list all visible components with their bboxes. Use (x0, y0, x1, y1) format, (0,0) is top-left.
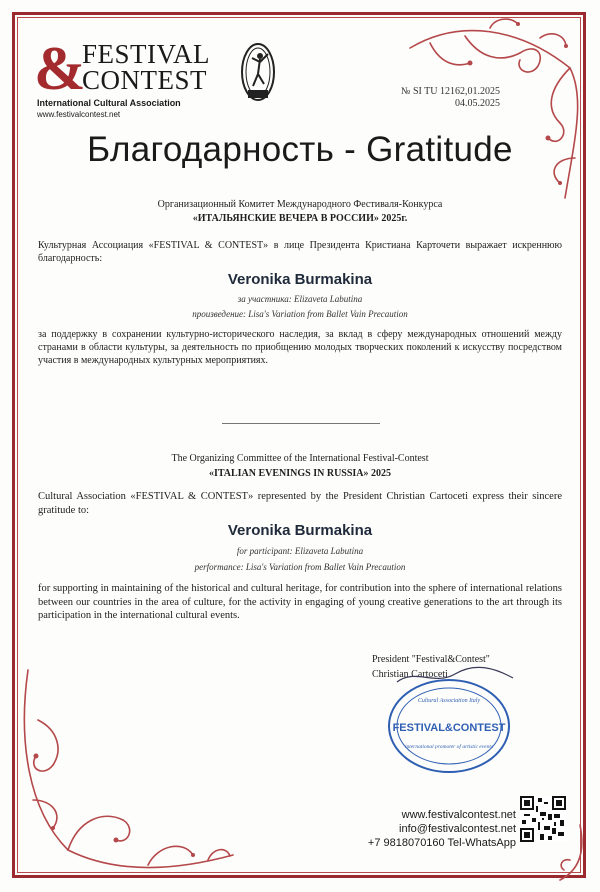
ru-participant: за участника: Elizaveta Labutina (237, 294, 363, 304)
ru-performance: произведение: Lisa's Variation from Ballet Vain Precaution (192, 309, 408, 319)
ru-association-text: Культурная Ассоциация «FESTIVAL & CONTEST» в лице Президента Кристиана Карточети выражает искреннюю благодарность: (38, 240, 562, 264)
en-committee: The Organizing Committee of the International Festival-Contest (171, 453, 429, 464)
stamp-main-text: FESTIVAL&CONTEST (392, 722, 506, 734)
document-date: 04.05.2025 (455, 98, 500, 109)
logo-festival-text: FESTIVAL (82, 39, 211, 69)
en-event-name: «ITALIAN EVENINGS IN RUSSIA» 2025 (208, 468, 392, 479)
stamp-bottom-text: international promoter of artistic events (404, 744, 494, 750)
official-stamp (386, 676, 512, 776)
logo-website: www.festivalcontest.net (37, 110, 121, 119)
qr-code[interactable] (520, 796, 566, 842)
festival-contest-logo (32, 35, 242, 122)
en-participant: for participant: Elizaveta Labutina (236, 546, 364, 556)
certificate-title: Благодарность - Gratitude (87, 130, 513, 169)
contact-website[interactable]: www.festivalcontest.net (401, 809, 516, 821)
document-number: № SI TU 12162,01.2025 (400, 86, 500, 97)
ru-recipient-name: Veronika Burmakina (227, 271, 373, 288)
logo-subtitle: International Cultural Association (37, 98, 181, 108)
en-performance: performance: Lisa's Variation from Ballet Vain Precaution (194, 562, 406, 572)
president-title: President "Festival&Contest" (372, 654, 490, 665)
en-gratitude-body: for supporting in maintaining of the historical and cultural heritage, for contribution into the sphere of international relations between our countries in the area of culture, for the activity in engaging of young creative generations to the art through its participation in the international cultural events. (38, 583, 562, 621)
section-divider (222, 423, 380, 424)
contact-block (368, 808, 516, 850)
ru-gratitude-body: за поддержку в сохранении культурно-исторического наследия, за вклад в сферу международных отношений между странами в области культуры, за деятельность по приобщению молодых творческих поколений к искусству посредством участия в международных культурных мероприятиях. (38, 329, 562, 366)
document-reference (401, 86, 500, 110)
en-recipient-name: Veronika Burmakina (227, 522, 373, 539)
logo-contest-text: CONTEST (82, 65, 207, 95)
en-association-text: Cultural Association «FESTIVAL & CONTEST» represented by the President Christian Cartoceti express their sincere gratitude to: (38, 491, 562, 516)
ru-event-name: «ИТАЛЬЯНСКИЕ ВЕЧЕРА В РОССИИ» 2025г. (192, 213, 408, 224)
contact-phone[interactable]: +7 9818070160 Tel-WhatsApp (367, 837, 516, 849)
contact-email[interactable]: info@festivalcontest.net (399, 823, 516, 835)
president-name: Christian Cartoceti (372, 669, 448, 680)
stamp-top-text: Cultural Association Italy (417, 698, 481, 704)
ru-committee: Организационный Комитет Международного Фестиваля-Конкурса (157, 199, 443, 210)
bottom-left-ornament (8, 660, 248, 884)
logo-ampersand: & (34, 35, 86, 103)
dancer-emblem-icon (240, 42, 276, 104)
